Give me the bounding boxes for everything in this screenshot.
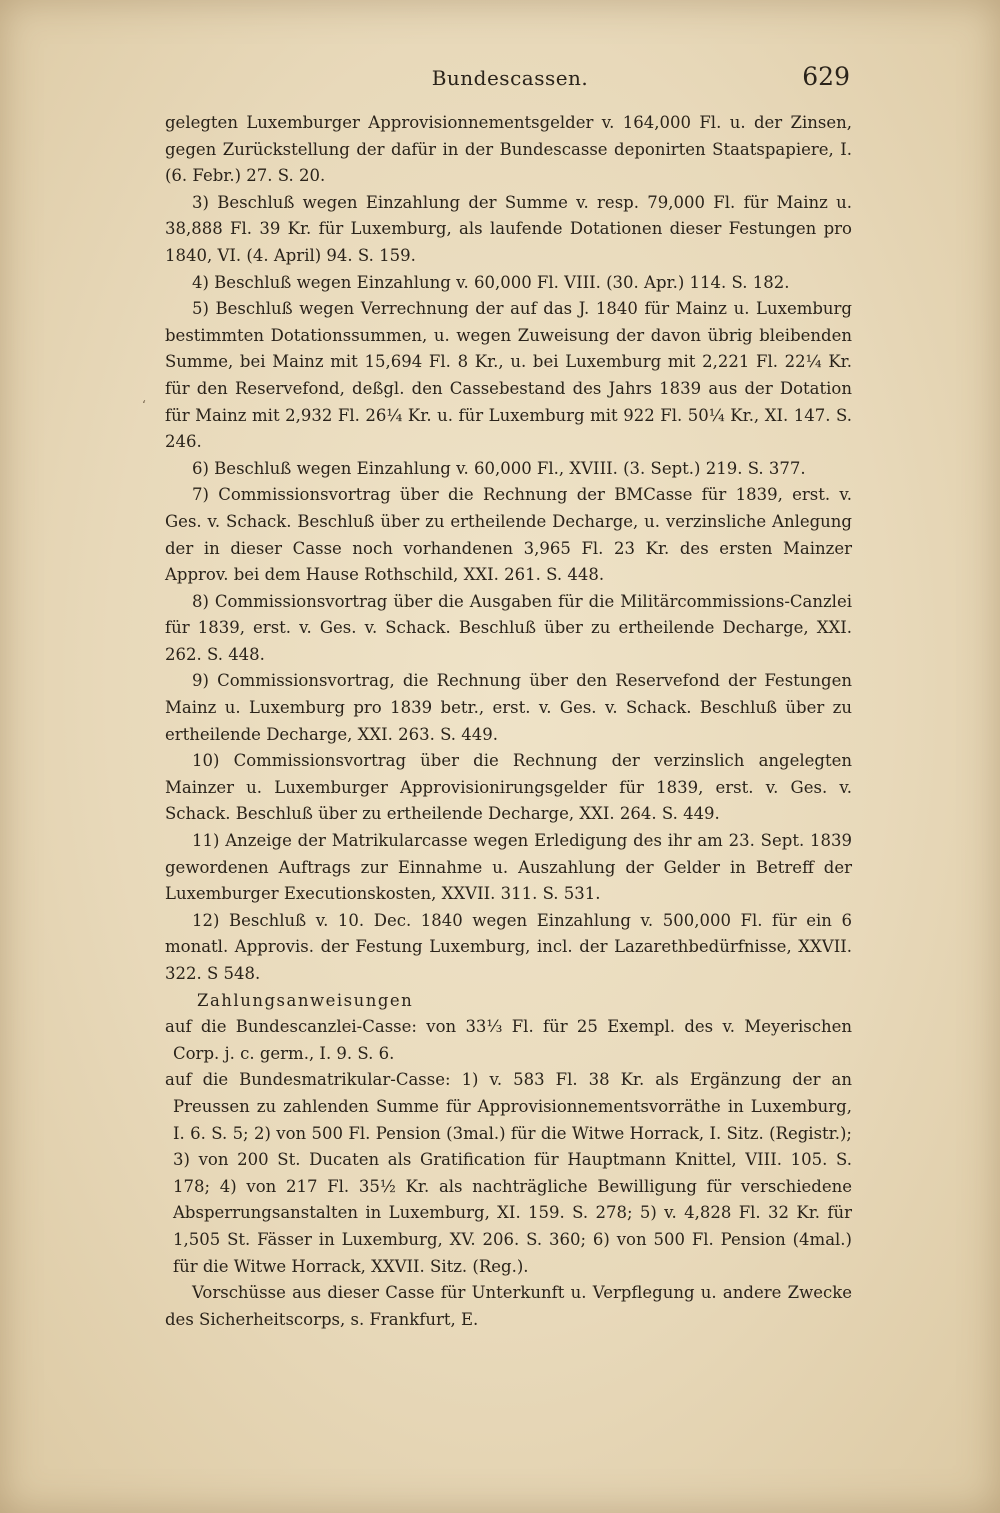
entry-11: 11) Anzeige der Matrikularcasse wegen Erledigung des ihr am 23. Sept. 1839 gewordenen Auftrags zur Einnahme u. Auszahlung der Gelder in Betreff der Luxemburger Executionskosten, XXVII. 311. S. 531. xyxy=(165,831,852,904)
body-text xyxy=(165,110,852,1333)
page-number: 629 xyxy=(802,62,850,91)
entry-8: 8) Commissionsvortrag über die Ausgaben für die Militärcommissions-Canzlei für 1839, erst. v. Ges. v. Schack. Beschluß über zu ertheilende Decharge, XXI. 262. S. 448. xyxy=(165,591,852,664)
entry-10: 10) Commissionsvortrag über die Rechnung der verzinslich angelegten Mainzer u. Luxemburger Approvisionirungsgelder für 1839, erst. v. Ges. v. Schack. Beschluß über zu ertheilende Decharge, XXI. 264. S. 449. xyxy=(165,751,852,824)
paragraph-continuation: gelegten Luxemburger Approvisionnementsgelder v. 164,000 Fl. u. der Zinsen, gegen Zurückstellung der dafür in der Bundescasse deponirten Staatspapiere, I. (6. Febr.) 27. S. 20. xyxy=(165,113,852,186)
entry-bundescanzlei-casse: auf die Bundescanzlei-Casse: von 33⅓ Fl. für 25 Exempl. des v. Meyerischen Corp. j. c. germ., I. 9. S. 6. xyxy=(165,1017,852,1063)
entry-vorschuesse: Vorschüsse aus dieser Casse für Unterkunft u. Verpflegung u. andere Zwecke des Sicherheitscorps, s. Frankfurt, E. xyxy=(165,1283,852,1329)
section-heading-zahlungsanweisungen: Zahlungsanweisungen xyxy=(197,990,414,1010)
entry-9: 9) Commissionsvortrag, die Rechnung über den Reservefond der Festungen Mainz u. Luxemburg pro 1839 betr., erst. v. Ges. v. Schack. Beschluß über zu ertheilende Decharge, XXI. 263. S. 449. xyxy=(165,671,852,744)
entry-3: 3) Beschluß wegen Einzahlung der Summe v. resp. 79,000 Fl. für Mainz u. 38,888 Fl. 39 Kr. für Luxemburg, als laufende Dotationen dieser Festungen pro 1840, VI. (4. April) 94. S. 159. xyxy=(165,192,852,265)
entry-bundesmatrikular-casse: auf die Bundesmatrikular-Casse: 1) v. 583 Fl. 38 Kr. als Ergänzung der an Preussen zu zahlenden Summe für Approvisionnementsvorräthe in Luxemburg, I. 6. S. 5; 2) von 500 Fl. Pension (3mal.) für die Witwe Horrack, I. Sitz. (Registr.); 3) von 200 St. Ducaten als Gratification für Hauptmann Knittel, VIII. 105. S. 178; 4) von 217 Fl. 35½ Kr. als nachträgliche Bewilligung für verschiedene Absperrungsanstalten in Luxemburg, XI. 159. S. 278; 5) v. 4,828 Fl. 32 Kr. für 1,505 St. Fässer in Luxemburg, XV. 206. S. 360; 6) von 500 Fl. Pension (4mal.) für die Witwe Horrack, XXVII. Sitz. (Reg.). xyxy=(165,1070,852,1276)
running-head: Bundescassen. xyxy=(431,66,589,90)
entry-6: 6) Beschluß wegen Einzahlung v. 60,000 Fl., XVIII. (3. Sept.) 219. S. 377. xyxy=(192,458,806,478)
entry-12: 12) Beschluß v. 10. Dec. 1840 wegen Einzahlung v. 500,000 Fl. für ein 6 monatl. Approvis. der Festung Luxemburg, incl. der Lazarethbedürfnisse, XXVII. 322. S 548. xyxy=(165,910,852,983)
page-header xyxy=(170,62,850,98)
margin-mark: ‘ xyxy=(142,398,146,412)
entry-5: 5) Beschluß wegen Verrechnung der auf das J. 1840 für Mainz u. Luxemburg bestimmten Dotationssummen, u. wegen Zuweisung der davon übrig bleibenden Summe, bei Mainz mit 15,694 Fl. 8 Kr., u. bei Luxemburg mit 2,221 Fl. 22¼ Kr. für den Reservefond, deßgl. den Cassebestand des Jahrs 1839 aus der Dotation für Mainz mit 2,932 Fl. 26¼ Kr. u. für Luxemburg mit 922 Fl. 50¼ Kr., XI. 147. S. 246. xyxy=(165,299,852,452)
entry-7: 7) Commissionsvortrag über die Rechnung der BMCasse für 1839, erst. v. Ges. v. Schack. Beschluß über zu ertheilende Decharge, u. verzinsliche Anlegung der in dieser Casse noch vorhandenen 3,965 Fl. 23 Kr. des ersten Mainzer Approv. bei dem Hause Rothschild, XXI. 261. S. 448. xyxy=(165,485,852,585)
entry-4: 4) Beschluß wegen Einzahlung v. 60,000 Fl. VIII. (30. Apr.) 114. S. 182. xyxy=(192,272,790,292)
